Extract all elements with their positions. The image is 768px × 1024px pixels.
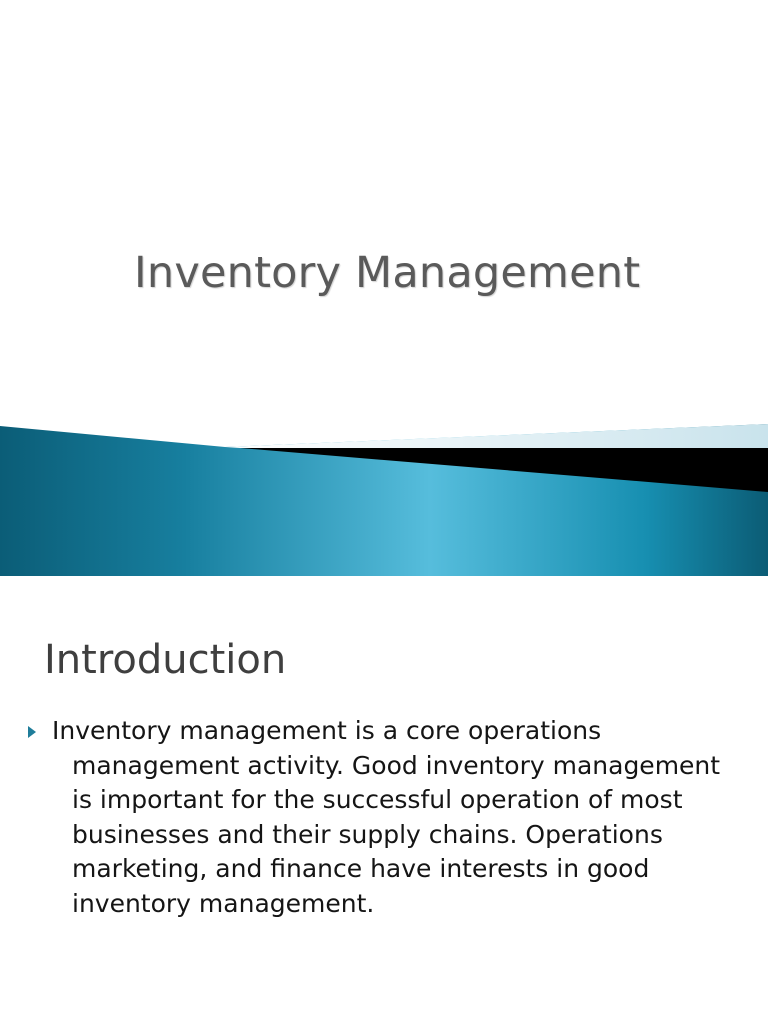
slide-title: Inventory Management (134, 248, 641, 298)
bullet-text: Inventory management is a core operations management activity. Good inventory management is important for the successful operation of most businesses and their supply chains. Operations marketing, and finance have interests in good inventory management. (52, 716, 721, 918)
bullet-list-item (28, 714, 728, 921)
section-heading: Introduction (44, 637, 287, 683)
triangle-bullet-icon (28, 726, 36, 738)
decorative-banner (0, 420, 768, 576)
introduction-slide (0, 576, 768, 1024)
